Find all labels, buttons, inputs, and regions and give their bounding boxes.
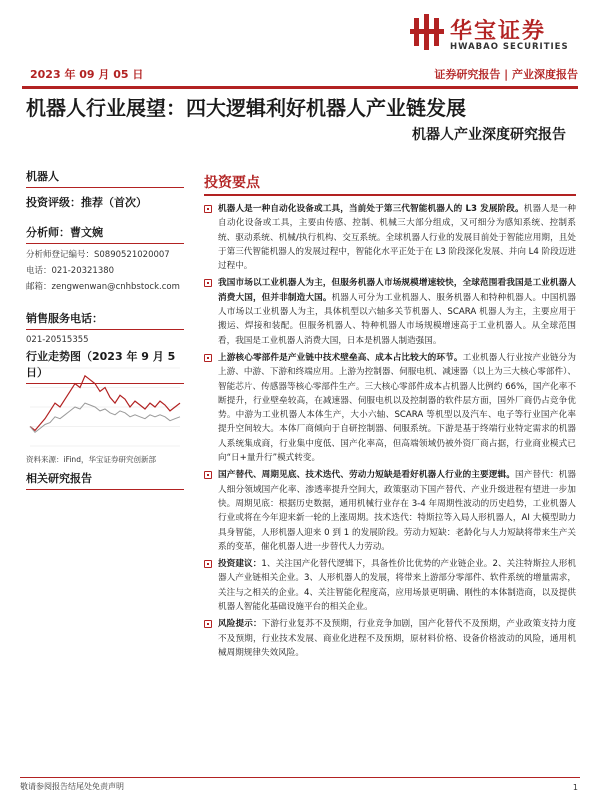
industry-section [26, 168, 184, 188]
section-divider [26, 187, 184, 188]
related-reports-section [26, 470, 184, 490]
report-title: 机器人行业展望：四大逻辑利好机器人产业链发展 [26, 96, 466, 120]
key-point-lead: 投资建议： [218, 559, 262, 570]
bullet-marker-icon [204, 354, 212, 362]
report-date: 2023 年 09 月 05 日 [30, 68, 144, 81]
key-point [204, 617, 576, 660]
key-point [204, 468, 576, 554]
bullet-marker-icon [204, 560, 212, 568]
bullet-marker-icon [204, 620, 212, 628]
industry-name: 机器人 [26, 170, 59, 183]
key-point-body: 工业机器人行业按产业链分为上游、中游、下游和终端应用。上游为控制器、伺服电机、减速器（以上为三大核心零部件）、智能芯片、传感器等核心零部件生产。三大核心零部件成本占机器人比例约 66%，国产化率不断提升，行业壁垒较高，在减速器、伺服电机以及控制器的软件层方面，国外厂商仍占竞争优势。中游为工业机器人本体生产，大小六轴、SCARA 等机型以及汽车、电子等行业国产化率提升空间较大。本体厂商倾向于自研控制器、伺服系统。下游是基于终端行业特定需求的机器人系统集成商，行业集中度低、国产化率高，但高端领域仍被外资厂商占据，行业商业模式已向“日+量升行”模式转变。 [218, 352, 576, 464]
key-point-body: 机器人可分为工业机器人、服务机器人和特种机器人。中国机器人市场以工业机器人为主，具体机型以六轴多关节机器人、SCARA 机器人为主，主要应用于搬运、焊接和装配。但服务机器人、特种机器人市场规模增速高于工业机器人。从全球范围看，我国是工业机器人消费大国，日本是机器人制造强国。 [218, 292, 576, 346]
key-point-lead: 国产替代、周期见底、技术迭代、劳动力短缺是看好机器人行业的主要逻辑。 [218, 470, 515, 481]
key-point-body: 下游行业复苏不及预期，行业竞争加剧，国产化替代不及预期，产业政策支持力度不及预期，行业技术发展、商业化进程不及预期，原材料价格、设备价格波动的风险，通用机械周期规律失效风险。 [218, 619, 576, 658]
chart-source: 资料来源：iFind，华宝证券研究创新部 [26, 455, 156, 464]
key-point-body: 1、关注国产化替代逻辑下，具备性价比优势的产业链企业。2、关注特斯拉人形机器人产业链相关企业。3、人形机器人的发展，将带来上游部分零部件、软件系统的增量需求，关注与之相关的企业。4、关注智能化程度高，应用场景更明确、刚性的本体制造商，以及提供机器人智能化基础设施平台的相关企业。 [218, 559, 576, 613]
investment-rating: 投资评级：推荐（首次） [26, 196, 147, 209]
report-meta-bar [22, 64, 578, 84]
sales-section [26, 310, 184, 345]
key-point [204, 557, 576, 614]
section-divider [26, 329, 184, 330]
bullet-marker-icon [204, 279, 212, 287]
bullet-marker-icon [204, 205, 212, 213]
key-point-body: 国产替代：机器人细分领域国产化率、渗透率提升空间大，政策驱动下国产替代、产业升级进程有望进一步加快。周期见底：根据历史数据，通用机械行业存在 3-4 年周期性波动的历史趋势，工业机器人行业或将在今年迎来新一轮的上涨周期。技术迭代：特斯拉等入局人形机器人，AI 大模型助力具身智能，人形机器人迎来 0 到 1 的发展阶段。劳动力短缺：老龄化与人力短缺将带来生产关系的变革，催化机器人进一步替代人力劳动。 [218, 470, 576, 552]
key-points-list [204, 202, 576, 660]
key-point-lead: 上游核心零部件是产业链中技术壁垒高、成本占比较大的环节。 [218, 352, 463, 363]
industry-trend-chart [26, 364, 184, 452]
key-point-lead: 机器人是一种自动化设备或工具，当前处于第三代智能机器人的 L3 发展阶段。 [218, 204, 524, 214]
brand-header [410, 12, 580, 58]
hwabao-logo-icon [410, 14, 444, 50]
analyst-name: 分析师：曹文婉 [26, 226, 103, 239]
sales-head: 销售服务电话： [26, 312, 103, 325]
section-divider [26, 243, 184, 244]
key-point-body: 机器人是一种自动化设备或工具，主要由传感、控制、机械三大部分组成，又可细分为感知系统、控制系统、驱动系统、机械/执行机构、交互系统。全球机器人行业的发展目前处于智能应用期，且处于第三代智能机器人的发展过程中，智能化水平正处于在 L3 阶段深化发展、并向 L4 阶段迈进过程中。 [218, 204, 577, 272]
chart-series-line-0 [30, 376, 180, 431]
footer-divider [20, 777, 580, 778]
key-points-heading: 投资要点 [204, 175, 260, 191]
brand-name-en: HWABAO SECURITIES [450, 42, 569, 52]
key-point [204, 202, 576, 273]
key-points-divider [204, 194, 576, 196]
trend-head: 行业走势图（2023 年 9 月 5 日） [26, 350, 176, 379]
analyst-cert: 分析师登记编号：S0890521020007 [26, 250, 170, 260]
page-number: 1 [572, 783, 578, 792]
main-content [204, 172, 576, 663]
analyst-phone: 电话：021-20321380 [26, 266, 115, 276]
sales-phone: 021-20515355 [26, 335, 89, 345]
footer-disclaimer: 敬请参阅报告结尾处免责声明 [20, 782, 124, 791]
analyst-email[interactable]: 邮箱：zengwenwan@cnhbstock.com [26, 282, 180, 292]
report-tags: 证券研究报告 | 产业深度报告 [434, 68, 578, 81]
key-point-lead: 我国市场以工业机器人为主，但服务机器人市场规模增速较快，全球范围看我国是工业机器人消费大国，但并非制造大国。 [218, 278, 576, 303]
key-point [204, 276, 576, 347]
bullet-marker-icon [204, 471, 212, 479]
section-divider [26, 489, 184, 490]
header-divider [22, 86, 578, 89]
report-subtitle: 机器人产业深度研究报告 [412, 127, 566, 143]
analyst-section [26, 224, 184, 292]
related-head: 相关研究报告 [26, 472, 92, 485]
key-point [204, 351, 576, 465]
brand-name-cn: 华宝证券 [450, 19, 547, 44]
key-point-lead: 风险提示： [218, 619, 262, 630]
